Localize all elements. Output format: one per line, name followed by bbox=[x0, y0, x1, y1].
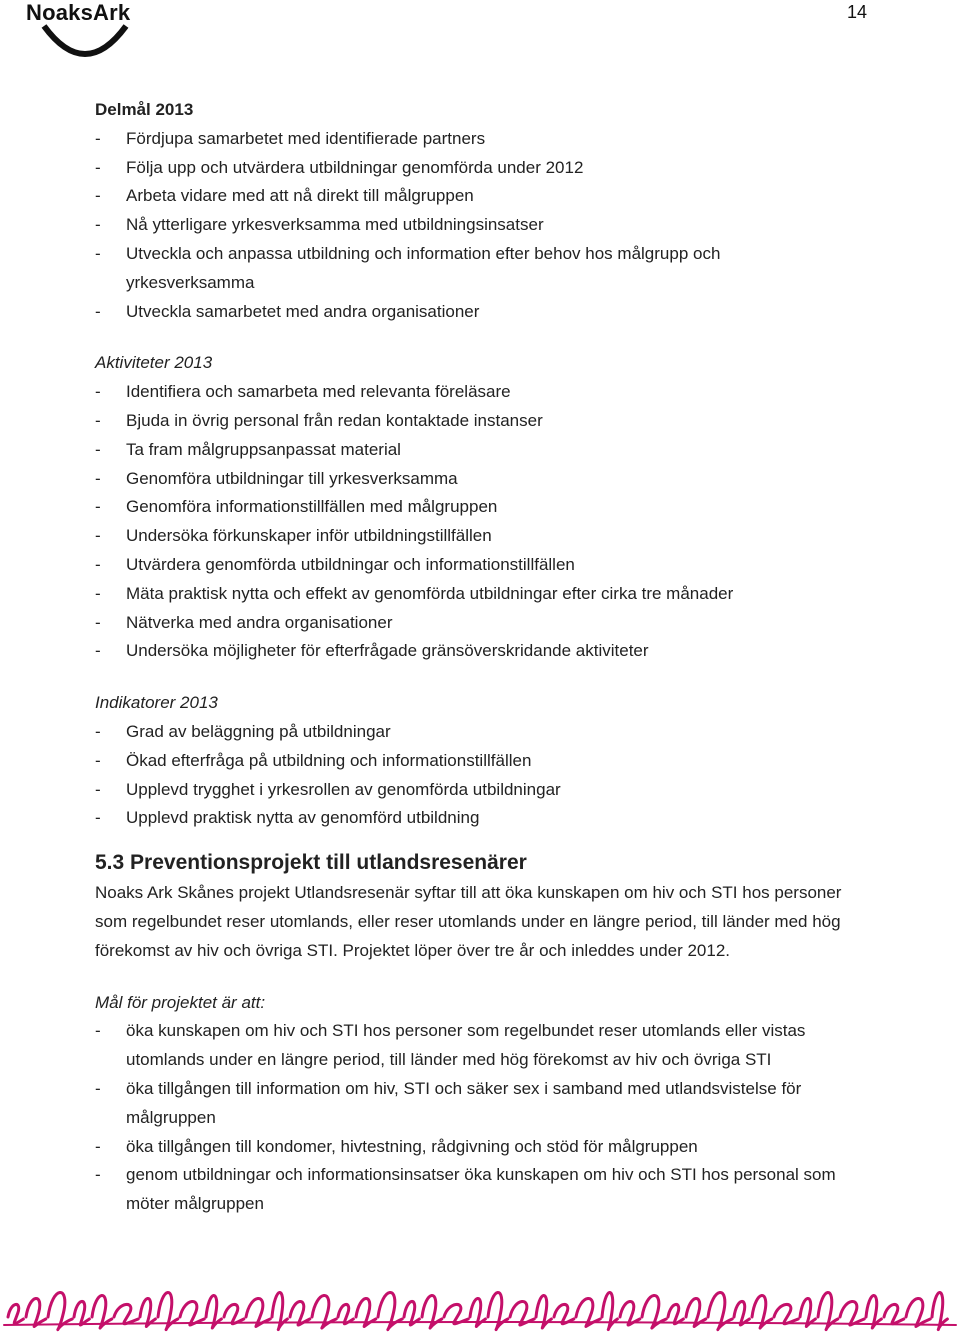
section-title-aktiviteter: Aktiviteter 2013 bbox=[95, 353, 213, 373]
list-marker: - bbox=[95, 750, 101, 770]
list-marker: - bbox=[95, 186, 101, 206]
list-item: - Nå ytterligare yrkesverksamma med utbildningsinsatser bbox=[95, 211, 875, 240]
list-item: - genom utbildningar och informationsinsatser öka kunskapen om hiv och STI hos personal som möter målgruppen bbox=[95, 1161, 875, 1219]
list-marker: - bbox=[95, 128, 101, 148]
list-marker: - bbox=[95, 301, 101, 321]
list-marker: - bbox=[95, 583, 101, 603]
list-item: - Ökad efterfråga på utbildning och informationstillfällen bbox=[95, 747, 875, 776]
noaks-ark-logo bbox=[26, 0, 138, 62]
page-content bbox=[95, 96, 875, 1219]
list-item: - Undersöka möjligheter för efterfrågade gränsöverskridande aktiviteter bbox=[95, 637, 875, 666]
list-marker: - bbox=[95, 1021, 101, 1041]
delmal-list bbox=[95, 125, 875, 327]
list-item: - öka tillgången till information om hiv, STI och säker sex i samband med utlandsvistelse för målgruppen bbox=[95, 1075, 875, 1133]
list-item: - Utveckla och anpassa utbildning och information efter behov hos målgrupp och yrkesverksamma bbox=[95, 240, 826, 298]
decorative-footer-pattern bbox=[0, 1269, 960, 1341]
list-item: - Utvärdera genomförda utbildningar och informationstillfällen bbox=[95, 551, 875, 580]
list-item: - öka kunskapen om hiv och STI hos personer som regelbundet reser utomlands eller vistas utomlands under en längre period, till länder med hög förekomst av hiv och övriga STI bbox=[95, 1017, 875, 1075]
ark-arc-icon bbox=[40, 20, 130, 60]
list-marker: - bbox=[95, 468, 101, 488]
list-marker: - bbox=[95, 721, 101, 741]
logo-text: NoaksArk bbox=[26, 0, 131, 25]
list-marker: - bbox=[95, 382, 101, 402]
list-marker: - bbox=[95, 1165, 101, 1185]
list-marker: - bbox=[95, 1136, 101, 1156]
list-item: - Följa upp och utvärdera utbildningar genomförda under 2012 bbox=[95, 154, 875, 183]
list-item: - Nätverka med andra organisationer bbox=[95, 609, 875, 638]
list-item: - Genomföra informationstillfällen med målgruppen bbox=[95, 493, 875, 522]
list-marker: - bbox=[95, 641, 101, 661]
list-item: - Undersöka förkunskaper inför utbildningstillfällen bbox=[95, 522, 875, 551]
aktiviteter-list bbox=[95, 378, 875, 666]
indikatorer-list bbox=[95, 718, 875, 833]
list-marker: - bbox=[95, 439, 101, 459]
list-item: - Fördjupa samarbetet med identifierade partners bbox=[95, 125, 875, 154]
list-marker: - bbox=[95, 1078, 101, 1098]
project-description: Noaks Ark Skånes projekt Utlandsresenär syftar till att öka kunskapen om hiv och STI hos personer som regelbundet reser utomlands, eller reser utomlands under en längre period, till länder med hög förekomst av hiv och övriga STI. Projektet löper över tre år och inleddes under 2012. bbox=[95, 883, 842, 960]
list-marker: - bbox=[95, 157, 101, 177]
list-item: - Ta fram målgruppsanpassat material bbox=[95, 436, 875, 465]
goals-title: Mål för projektet är att: bbox=[95, 992, 266, 1012]
list-item: - Genomföra utbildningar till yrkesverksamma bbox=[95, 465, 875, 494]
list-item: - Grad av beläggning på utbildningar bbox=[95, 718, 875, 747]
list-item: - Upplevd praktisk nytta av genomförd utbildning bbox=[95, 804, 875, 833]
section-heading-preventionsprojekt: 5.3 Preventionsprojekt till utlandsresenärer bbox=[95, 851, 527, 875]
list-marker: - bbox=[95, 808, 101, 828]
list-item: - Bjuda in övrig personal från redan kontaktade instanser bbox=[95, 407, 875, 436]
list-marker: - bbox=[95, 497, 101, 517]
list-marker: - bbox=[95, 526, 101, 546]
list-item: - öka tillgången till kondomer, hivtestning, rådgivning och stöd för målgruppen bbox=[95, 1133, 875, 1162]
page-number: 14 bbox=[846, 2, 867, 22]
list-item: - Identifiera och samarbeta med relevanta föreläsare bbox=[95, 378, 875, 407]
section-title-delmal: Delmål 2013 bbox=[95, 100, 194, 119]
list-marker: - bbox=[95, 410, 101, 430]
list-marker: - bbox=[95, 612, 101, 632]
list-marker: - bbox=[95, 243, 101, 263]
list-marker: - bbox=[95, 554, 101, 574]
goals-list bbox=[95, 1017, 875, 1219]
list-marker: - bbox=[95, 779, 101, 799]
list-item: - Upplevd trygghet i yrkesrollen av genomförda utbildningar bbox=[95, 776, 875, 805]
list-marker: - bbox=[95, 215, 101, 235]
list-item: - Mäta praktisk nytta och effekt av genomförda utbildningar efter cirka tre månader bbox=[95, 580, 875, 609]
list-item: - Arbeta vidare med att nå direkt till målgruppen bbox=[95, 182, 875, 211]
list-item: - Utveckla samarbetet med andra organisationer bbox=[95, 298, 875, 327]
section-title-indikatorer: Indikatorer 2013 bbox=[95, 693, 218, 713]
